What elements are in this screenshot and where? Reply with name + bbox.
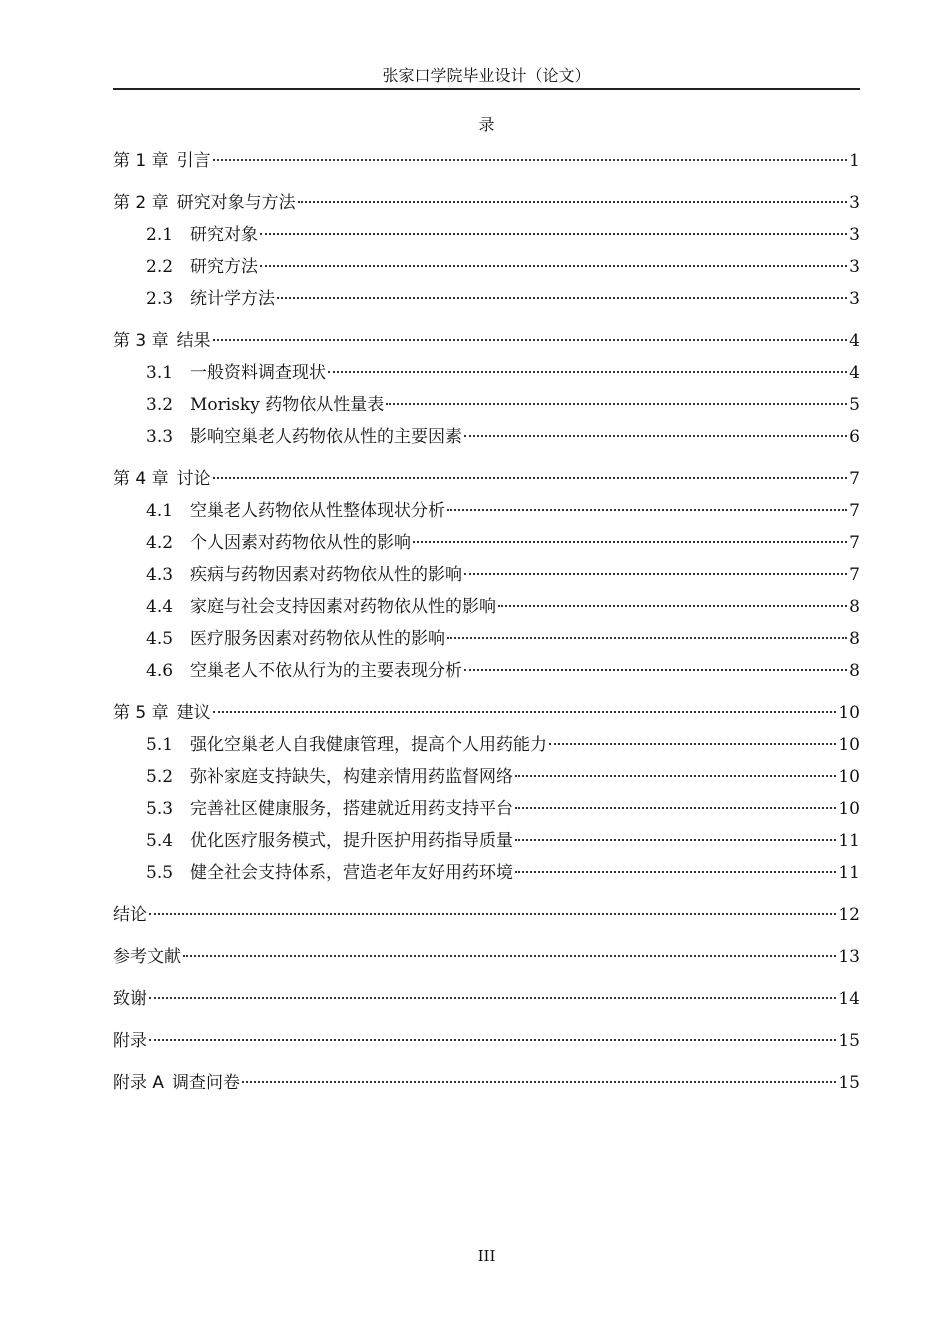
toc-entry[interactable] [113,359,860,391]
toc-entry-number: 第 4 章 [113,469,169,489]
toc-entry-number: 4.5 [146,629,174,649]
toc-entry[interactable] [113,827,860,859]
toc-dot-leader [447,637,847,639]
toc-entry[interactable] [113,593,860,625]
toc-entry[interactable] [113,763,860,795]
toc-dot-leader [498,605,847,607]
toc-entry[interactable] [113,1069,860,1101]
toc-entry-page: 10 [838,735,860,755]
toc-entry[interactable] [113,731,860,763]
toc-entry[interactable] [113,285,860,317]
toc-entry-page: 15 [838,1073,860,1093]
toc-entry[interactable] [113,327,860,359]
toc-dot-leader [549,743,836,745]
toc-entry-page: 6 [849,427,860,447]
toc-entry-number: 5.3 [146,799,174,819]
toc-entry-label: 调查问卷 [172,1073,241,1093]
toc-dot-leader [260,233,847,235]
toc-entry-number: 4.6 [146,661,174,681]
toc-dot-leader [515,839,836,841]
toc-dot-leader [515,775,836,777]
toc-entry-label: 疾病与药物因素对药物依从性的影响 [190,565,462,585]
toc-entry-page: 1 [849,151,860,171]
toc-entry-number: 第 2 章 [113,193,169,213]
toc-entry-number: 第 1 章 [113,151,169,171]
toc-entry-page: 4 [849,331,860,351]
toc-entry-page: 10 [838,703,860,723]
toc-entry[interactable] [113,901,860,933]
toc-entry-page: 3 [849,257,860,277]
toc-entry-number: 2.2 [146,257,174,277]
toc-dot-leader [242,1081,836,1083]
toc-entry-number: 5.1 [146,735,174,755]
toc-entry-label: 引言 [176,151,211,171]
toc-entry-page: 14 [838,989,860,1009]
toc-entry[interactable] [113,497,860,529]
toc-entry-label: 健全社会支持体系，营造老年友好用药环境 [190,863,513,883]
toc-entry[interactable] [113,657,860,689]
toc-dot-leader [277,297,847,299]
toc-entry-number: 4.3 [146,565,174,585]
toc-dot-leader [213,477,848,479]
toc-entry-number: 4.1 [146,501,174,521]
toc-entry-number: 5.2 [146,767,174,787]
toc-dot-leader [260,265,847,267]
toc-entry[interactable] [113,221,860,253]
toc-entry-label: 建议 [176,703,211,723]
toc-entry[interactable] [113,943,860,975]
toc-entry-page: 7 [849,469,860,489]
toc-dot-leader [149,1039,836,1041]
toc-entry-label: 完善社区健康服务，搭建就近用药支持平台 [190,799,513,819]
toc-entry-number: 3.2 [146,395,174,415]
toc-entry[interactable] [113,561,860,593]
toc-dot-leader [149,997,836,999]
toc-entry-page: 8 [849,661,860,681]
toc-entry-page: 11 [838,863,860,883]
toc-entry-label: 结论 [113,905,147,925]
toc-entry-page: 3 [849,225,860,245]
toc-dot-leader [413,541,847,543]
toc-entry-label: 研究对象 [190,225,258,245]
toc-entry-page: 15 [838,1031,860,1051]
toc-entry-page: 7 [849,501,860,521]
toc-entry-page: 8 [849,597,860,617]
toc-entry-label: 影响空巢老人药物依从性的主要因素 [190,427,462,447]
toc-entry-label: 弥补家庭支持缺失，构建亲情用药监督网络 [190,767,513,787]
toc-entry-label: 一般资料调查现状 [190,363,326,383]
toc-entry-number: 5.4 [146,831,174,851]
toc-entry[interactable] [113,529,860,561]
toc-entry-number: 2.1 [146,225,174,245]
toc-entry-page: 11 [838,831,860,851]
toc-entry-page: 12 [838,905,860,925]
toc-entry-number: 3.3 [146,427,174,447]
table-of-contents [113,147,860,1101]
toc-entry-page: 8 [849,629,860,649]
toc-entry-number: 2.3 [146,289,174,309]
toc-entry-number: 3.1 [146,363,174,383]
toc-entry[interactable] [113,391,860,423]
toc-dot-leader [328,371,847,373]
toc-entry-label: 参考文献 [113,947,181,967]
toc-entry-number: 5.5 [146,863,174,883]
toc-entry-label: 家庭与社会支持因素对药物依从性的影响 [190,597,496,617]
toc-entry-label: Morisky 药物依从性量表 [190,395,385,415]
header-rule [113,88,860,90]
toc-dot-leader [213,711,837,713]
toc-entry-number: 4.2 [146,533,174,553]
toc-entry-page: 7 [849,533,860,553]
page-number: III [477,1247,496,1265]
toc-entry-label: 附录 [113,1031,147,1051]
toc-dot-leader [213,339,848,341]
toc-entry-label: 强化空巢老人自我健康管理，提高个人用药能力 [190,735,547,755]
toc-entry-label: 讨论 [176,469,211,489]
toc-entry-page: 7 [849,565,860,585]
toc-entry-label: 统计学方法 [190,289,275,309]
toc-entry-label: 研究对象与方法 [176,193,296,213]
toc-dot-leader [515,871,836,873]
toc-entry[interactable] [113,625,860,657]
toc-entry[interactable] [113,147,860,179]
toc-entry-label: 致谢 [113,989,147,1009]
toc-entry-label: 空巢老人药物依从性整体现状分析 [190,501,445,521]
toc-dot-leader [464,573,847,575]
toc-entry-number: 第 5 章 [113,703,169,723]
page-header: 张家口学院毕业设计（论文） [382,66,591,85]
toc-entry-page: 10 [838,799,860,819]
toc-dot-leader [298,201,848,203]
toc-entry-page: 13 [838,947,860,967]
toc-entry-number: 4.4 [146,597,174,617]
toc-entry-page: 3 [849,193,860,213]
toc-entry-page: 4 [849,363,860,383]
toc-dot-leader [386,403,847,405]
toc-entry-label: 个人因素对药物依从性的影响 [190,533,411,553]
toc-dot-leader [464,435,847,437]
toc-entry-page: 3 [849,289,860,309]
toc-dot-leader [149,913,836,915]
toc-entry[interactable] [113,189,860,221]
toc-entry[interactable] [113,253,860,285]
toc-entry-number: 第 3 章 [113,331,169,351]
toc-entry-label: 优化医疗服务模式，提升医护用药指导质量 [190,831,513,851]
toc-dot-leader [464,669,847,671]
toc-dot-leader [447,509,847,511]
toc-entry-label: 结果 [176,331,211,351]
toc-entry[interactable] [113,985,860,1017]
toc-entry[interactable] [113,1027,860,1059]
toc-entry-page: 5 [849,395,860,415]
toc-dot-leader [213,159,848,161]
toc-entry-label: 空巢老人不依从行为的主要表现分析 [190,661,462,681]
toc-entry[interactable] [113,795,860,827]
toc-dot-leader [515,807,836,809]
toc-title: 录 [478,115,495,134]
toc-entry[interactable] [113,423,860,455]
toc-dot-leader [183,955,836,957]
toc-entry-label: 研究方法 [190,257,258,277]
toc-entry[interactable] [113,859,860,891]
toc-entry-label: 医疗服务因素对药物依从性的影响 [190,629,445,649]
toc-entry-page: 10 [838,767,860,787]
toc-entry[interactable] [113,465,860,497]
toc-entry-number: 附录 A [113,1073,165,1093]
toc-entry[interactable] [113,699,860,731]
